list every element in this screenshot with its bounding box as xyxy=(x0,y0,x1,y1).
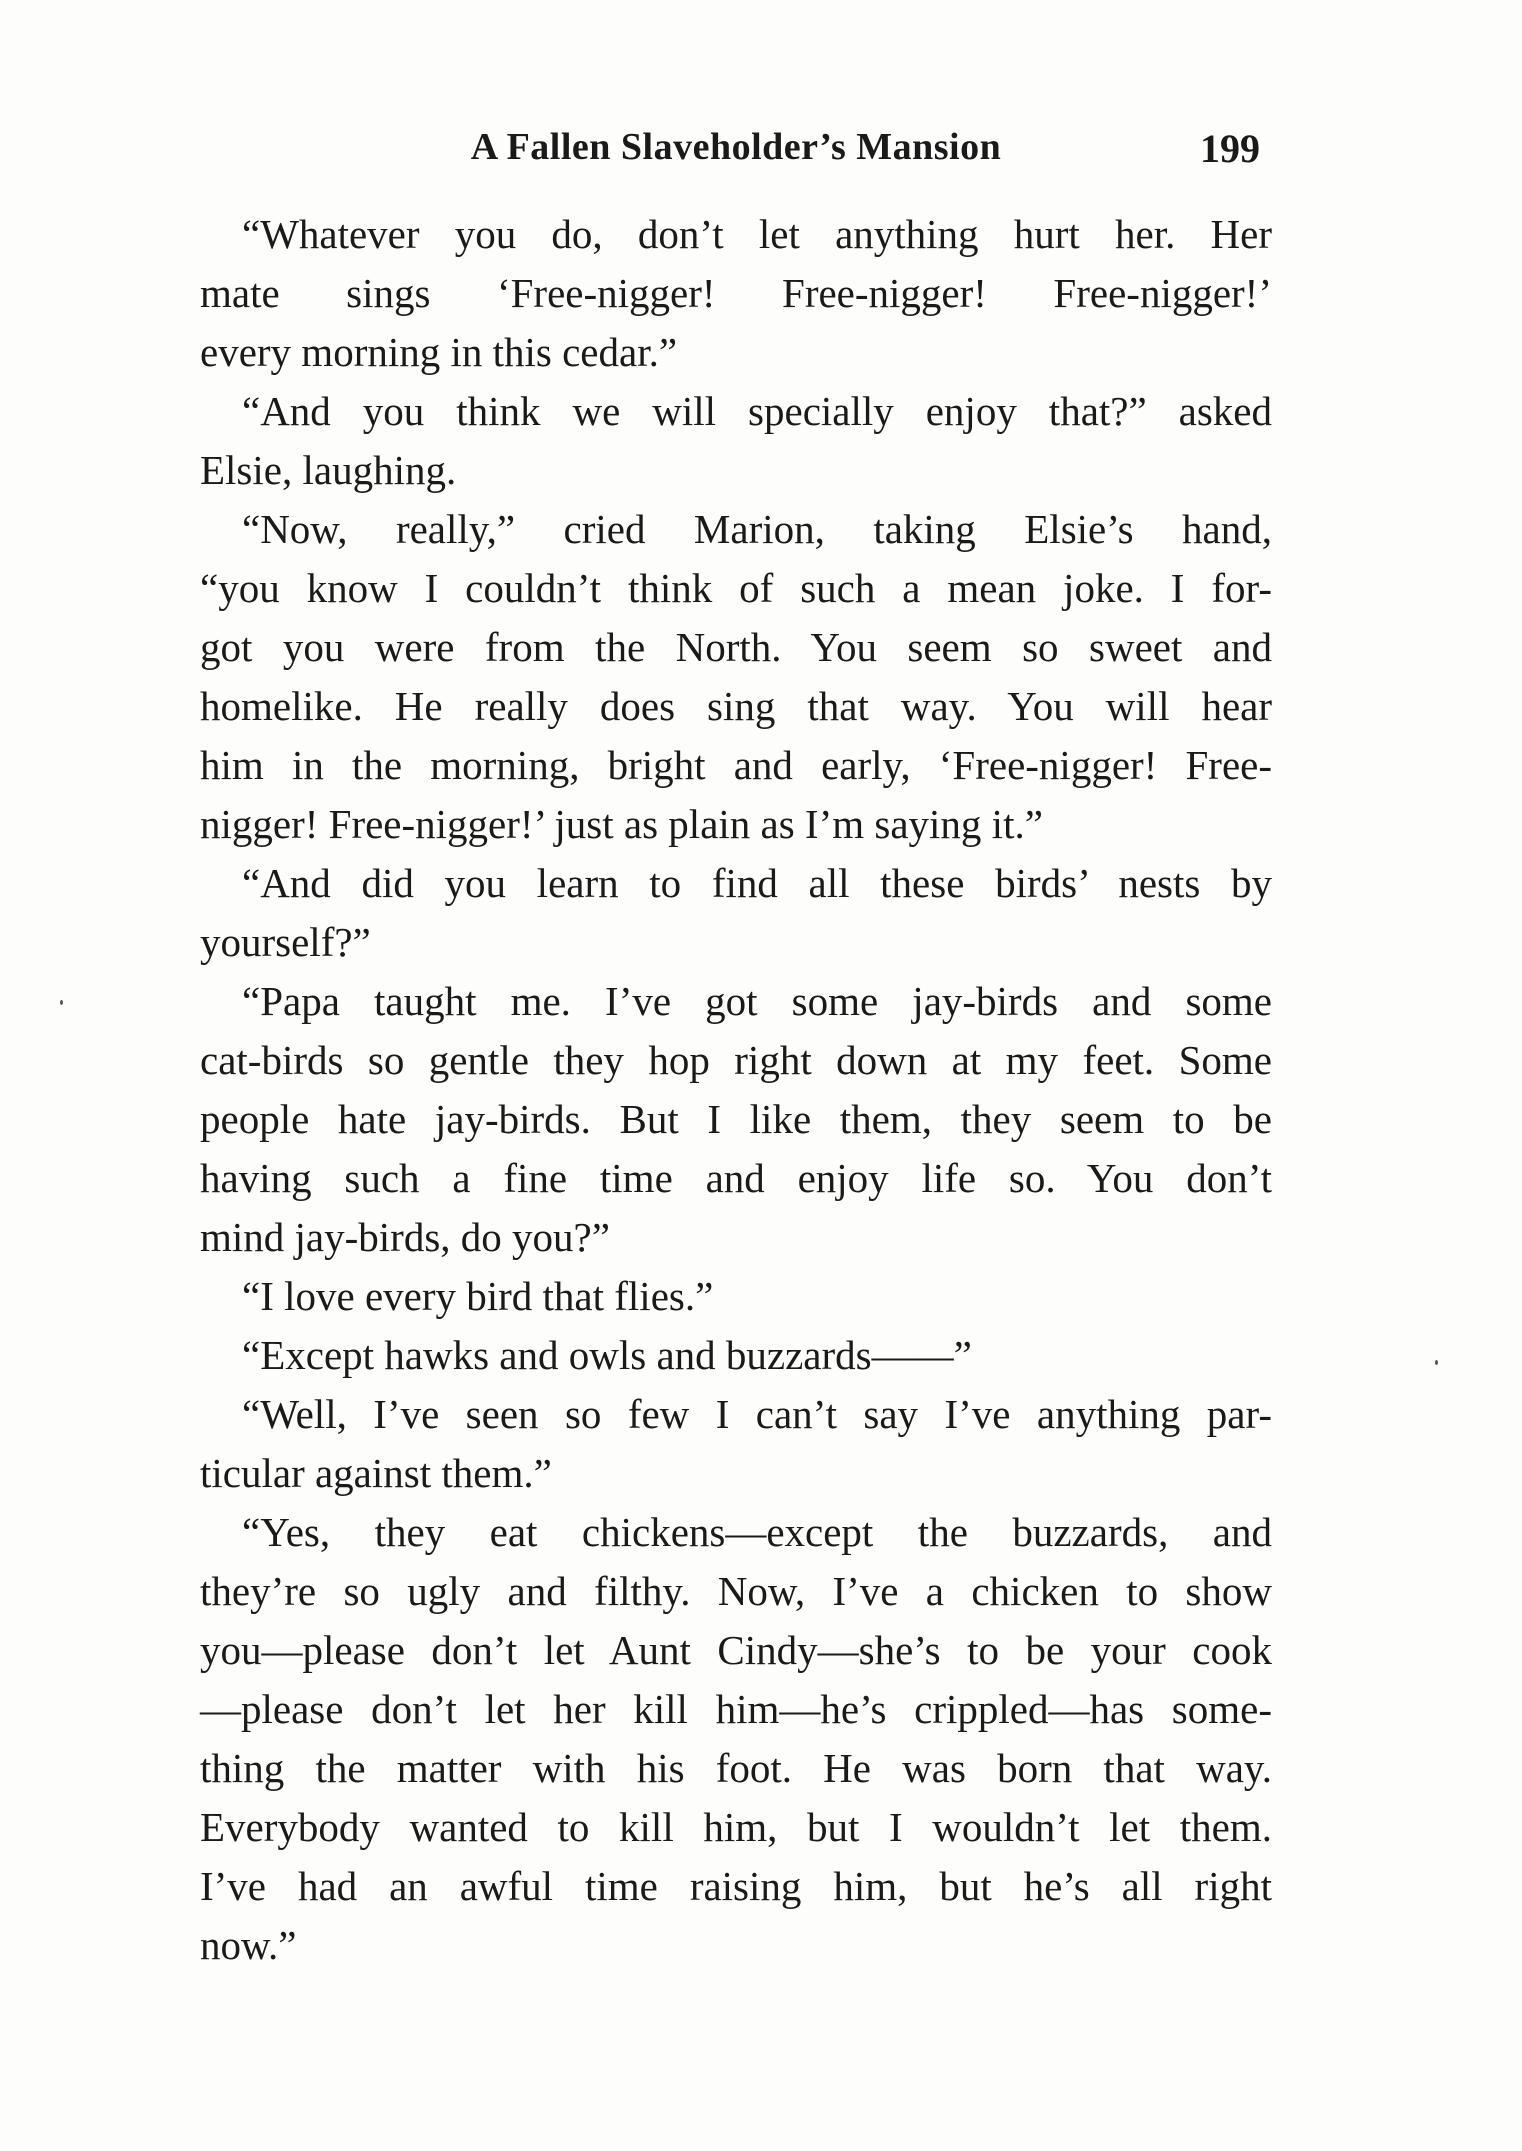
text-line: I’ve had an awful time raising him, but he’s all right xyxy=(200,1863,1272,1909)
text-line: having such a fine time and enjoy life so. You don’t xyxy=(200,1155,1272,1201)
text-line: ticular against them.” xyxy=(200,1450,552,1496)
page-number: 199 xyxy=(1200,126,1260,171)
text-line: “Well, I’ve seen so few I can’t say I’ve anything par- xyxy=(242,1391,1272,1437)
text-line: now.” xyxy=(200,1922,297,1968)
text-line: got you were from the North. You seem so sweet and xyxy=(200,624,1272,670)
text-line: “And did you learn to find all these birds’ nests by xyxy=(242,860,1272,906)
text-line: “Except hawks and owls and buzzards——” xyxy=(242,1332,972,1378)
text-line: “Yes, they eat chickens—except the buzzards, and xyxy=(242,1509,1272,1555)
running-title: A Fallen Slaveholder’s Mansion xyxy=(470,126,1002,168)
text-line: you—please don’t let Aunt Cindy—she’s to be your cook xyxy=(200,1627,1272,1673)
print-speck xyxy=(1435,1360,1438,1365)
text-line: “Whatever you do, don’t let anything hurt her. Her xyxy=(242,211,1272,257)
text-line: “Now, really,” cried Marion, taking Elsie’s hand, xyxy=(242,506,1272,552)
text-line: cat-birds so gentle they hop right down at my feet. Some xyxy=(200,1037,1272,1083)
text-line: they’re so ugly and filthy. Now, I’ve a chicken to show xyxy=(200,1568,1272,1614)
text-line: —please don’t let her kill him—he’s crippled—has some- xyxy=(200,1686,1272,1732)
text-line: yourself?” xyxy=(200,919,371,965)
text-line: him in the morning, bright and early, ‘Free-nigger! Free- xyxy=(200,742,1272,788)
text-line: thing the matter with his foot. He was born that way. xyxy=(200,1745,1272,1791)
print-speck xyxy=(60,1000,63,1005)
text-line: “And you think we will specially enjoy that?” asked xyxy=(242,388,1272,434)
text-line: every morning in this cedar.” xyxy=(200,329,678,375)
text-line: mind jay-birds, do you?” xyxy=(200,1214,610,1260)
page-header xyxy=(200,125,1272,185)
text-line: nigger! Free-nigger!’ just as plain as I’m saying it.” xyxy=(200,801,1043,847)
text-line: mate sings ‘Free-nigger! Free-nigger! Free-nigger!’ xyxy=(200,270,1272,316)
text-line: “you know I couldn’t think of such a mean joke. I for- xyxy=(200,565,1272,611)
text-line: “Papa taught me. I’ve got some jay-birds and some xyxy=(242,978,1272,1024)
text-line: homelike. He really does sing that way. You will hear xyxy=(200,683,1272,729)
body-text xyxy=(200,205,1272,1975)
text-line: “I love every bird that flies.” xyxy=(242,1273,714,1319)
text-line: people hate jay-birds. But I like them, they seem to be xyxy=(200,1096,1272,1142)
text-line: Elsie, laughing. xyxy=(200,447,457,493)
text-line: Everybody wanted to kill him, but I wouldn’t let them. xyxy=(200,1804,1272,1850)
